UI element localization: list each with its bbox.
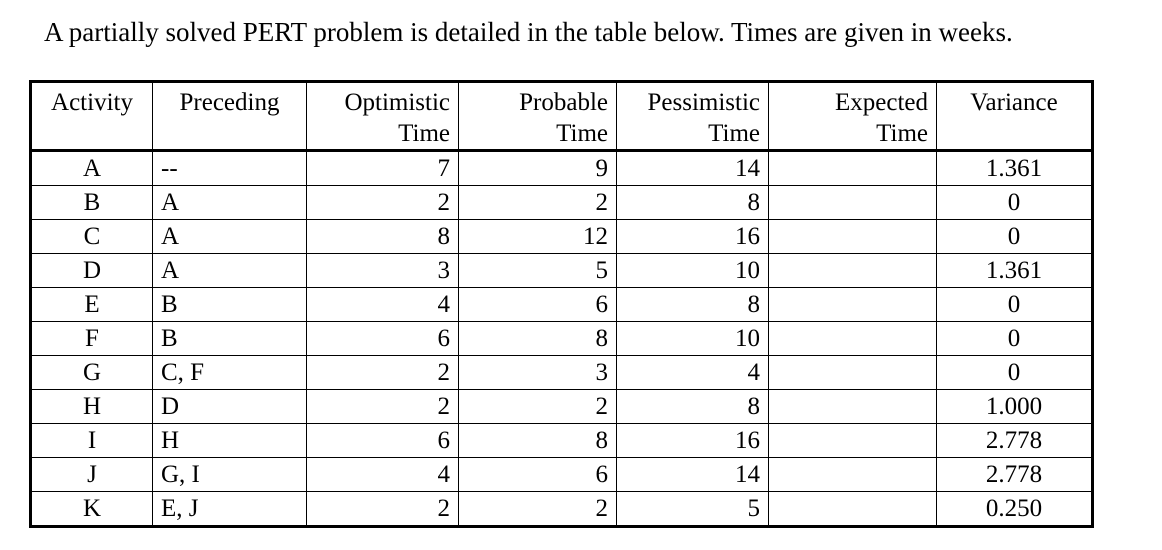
cell-variance: 1.361 — [937, 254, 1093, 288]
cell-expected — [769, 220, 937, 254]
pert-table — [29, 80, 1094, 528]
cell-expected — [769, 151, 937, 186]
header-preceding-line: Preceding — [179, 89, 280, 116]
cell-optimistic: 4 — [307, 288, 459, 322]
cell-probable: 5 — [459, 254, 617, 288]
cell-expected — [769, 254, 937, 288]
cell-optimistic: 7 — [307, 151, 459, 186]
table-row — [31, 322, 1093, 356]
cell-probable: 12 — [459, 220, 617, 254]
cell-pessimistic: 4 — [617, 356, 769, 390]
cell-probable: 2 — [459, 390, 617, 424]
header-preceding — [153, 82, 307, 151]
cell-pessimistic: 14 — [617, 151, 769, 186]
table-header — [31, 82, 1093, 151]
table-row — [31, 254, 1093, 288]
table-row — [31, 288, 1093, 322]
header-expected — [769, 82, 937, 151]
table-row — [31, 492, 1093, 527]
header-optimistic-line-2: Time — [398, 120, 450, 147]
cell-activity: C — [31, 220, 153, 254]
header-pessimistic-line-1: Pessimistic — [647, 89, 760, 116]
header-pessimistic — [617, 82, 769, 151]
cell-optimistic: 4 — [307, 458, 459, 492]
cell-preceding: -- — [153, 151, 307, 186]
cell-activity: K — [31, 492, 153, 527]
cell-optimistic: 2 — [307, 390, 459, 424]
cell-pessimistic: 8 — [617, 390, 769, 424]
table-row — [31, 356, 1093, 390]
cell-variance: 0.250 — [937, 492, 1093, 527]
header-probable-line-1: Probable — [519, 89, 608, 116]
cell-pessimistic: 8 — [617, 186, 769, 220]
cell-preceding: A — [153, 220, 307, 254]
cell-probable: 2 — [459, 492, 617, 527]
cell-optimistic: 6 — [307, 322, 459, 356]
cell-expected — [769, 288, 937, 322]
table-row — [31, 390, 1093, 424]
cell-optimistic: 2 — [307, 492, 459, 527]
cell-preceding: H — [153, 424, 307, 458]
cell-pessimistic: 10 — [617, 254, 769, 288]
cell-expected — [769, 390, 937, 424]
cell-pessimistic: 10 — [617, 322, 769, 356]
cell-optimistic: 3 — [307, 254, 459, 288]
cell-variance: 0 — [937, 288, 1093, 322]
cell-activity: G — [31, 356, 153, 390]
table-row — [31, 186, 1093, 220]
header-pessimistic-line-2: Time — [708, 120, 760, 147]
cell-probable: 6 — [459, 288, 617, 322]
header-variance-line: Variance — [970, 89, 1058, 116]
cell-activity: B — [31, 186, 153, 220]
header-activity-line: Activity — [51, 89, 133, 116]
cell-pessimistic: 5 — [617, 492, 769, 527]
cell-preceding: A — [153, 254, 307, 288]
table-row — [31, 151, 1093, 186]
header-row — [31, 82, 1093, 151]
cell-probable: 8 — [459, 424, 617, 458]
cell-preceding: B — [153, 322, 307, 356]
cell-optimistic: 8 — [307, 220, 459, 254]
cell-expected — [769, 186, 937, 220]
cell-preceding: G, I — [153, 458, 307, 492]
cell-probable: 9 — [459, 151, 617, 186]
cell-probable: 3 — [459, 356, 617, 390]
header-expected-line-1: Expected — [834, 89, 928, 116]
cell-preceding: A — [153, 186, 307, 220]
cell-expected — [769, 492, 937, 527]
cell-preceding: D — [153, 390, 307, 424]
header-activity — [31, 82, 153, 151]
cell-activity: H — [31, 390, 153, 424]
table-row — [31, 458, 1093, 492]
cell-activity: I — [31, 424, 153, 458]
cell-activity: F — [31, 322, 153, 356]
cell-activity: D — [31, 254, 153, 288]
header-optimistic-line-1: Optimistic — [344, 89, 450, 116]
problem-statement: A partially solved PERT problem is detailed in the table below. Times are given in weeks. — [44, 17, 1013, 47]
cell-preceding: E, J — [153, 492, 307, 527]
header-variance — [937, 82, 1093, 151]
cell-expected — [769, 322, 937, 356]
cell-probable: 6 — [459, 458, 617, 492]
cell-optimistic: 2 — [307, 186, 459, 220]
table-row — [31, 220, 1093, 254]
cell-preceding: C, F — [153, 356, 307, 390]
cell-pessimistic: 16 — [617, 220, 769, 254]
cell-preceding: B — [153, 288, 307, 322]
cell-pessimistic: 14 — [617, 458, 769, 492]
cell-variance: 1.361 — [937, 151, 1093, 186]
cell-probable: 8 — [459, 322, 617, 356]
cell-variance: 1.000 — [937, 390, 1093, 424]
cell-expected — [769, 356, 937, 390]
header-probable-line-2: Time — [556, 120, 608, 147]
cell-variance: 0 — [937, 356, 1093, 390]
cell-variance: 2.778 — [937, 458, 1093, 492]
header-optimistic — [307, 82, 459, 151]
cell-pessimistic: 8 — [617, 288, 769, 322]
cell-variance: 0 — [937, 322, 1093, 356]
cell-pessimistic: 16 — [617, 424, 769, 458]
cell-activity: E — [31, 288, 153, 322]
header-probable — [459, 82, 617, 151]
table-row — [31, 424, 1093, 458]
cell-optimistic: 2 — [307, 356, 459, 390]
cell-expected — [769, 424, 937, 458]
cell-optimistic: 6 — [307, 424, 459, 458]
header-expected-line-2: Time — [876, 120, 928, 147]
cell-variance: 0 — [937, 220, 1093, 254]
cell-variance: 0 — [937, 186, 1093, 220]
table-body — [31, 151, 1093, 527]
cell-variance: 2.778 — [937, 424, 1093, 458]
cell-probable: 2 — [459, 186, 617, 220]
cell-activity: A — [31, 151, 153, 186]
cell-activity: J — [31, 458, 153, 492]
cell-expected — [769, 458, 937, 492]
